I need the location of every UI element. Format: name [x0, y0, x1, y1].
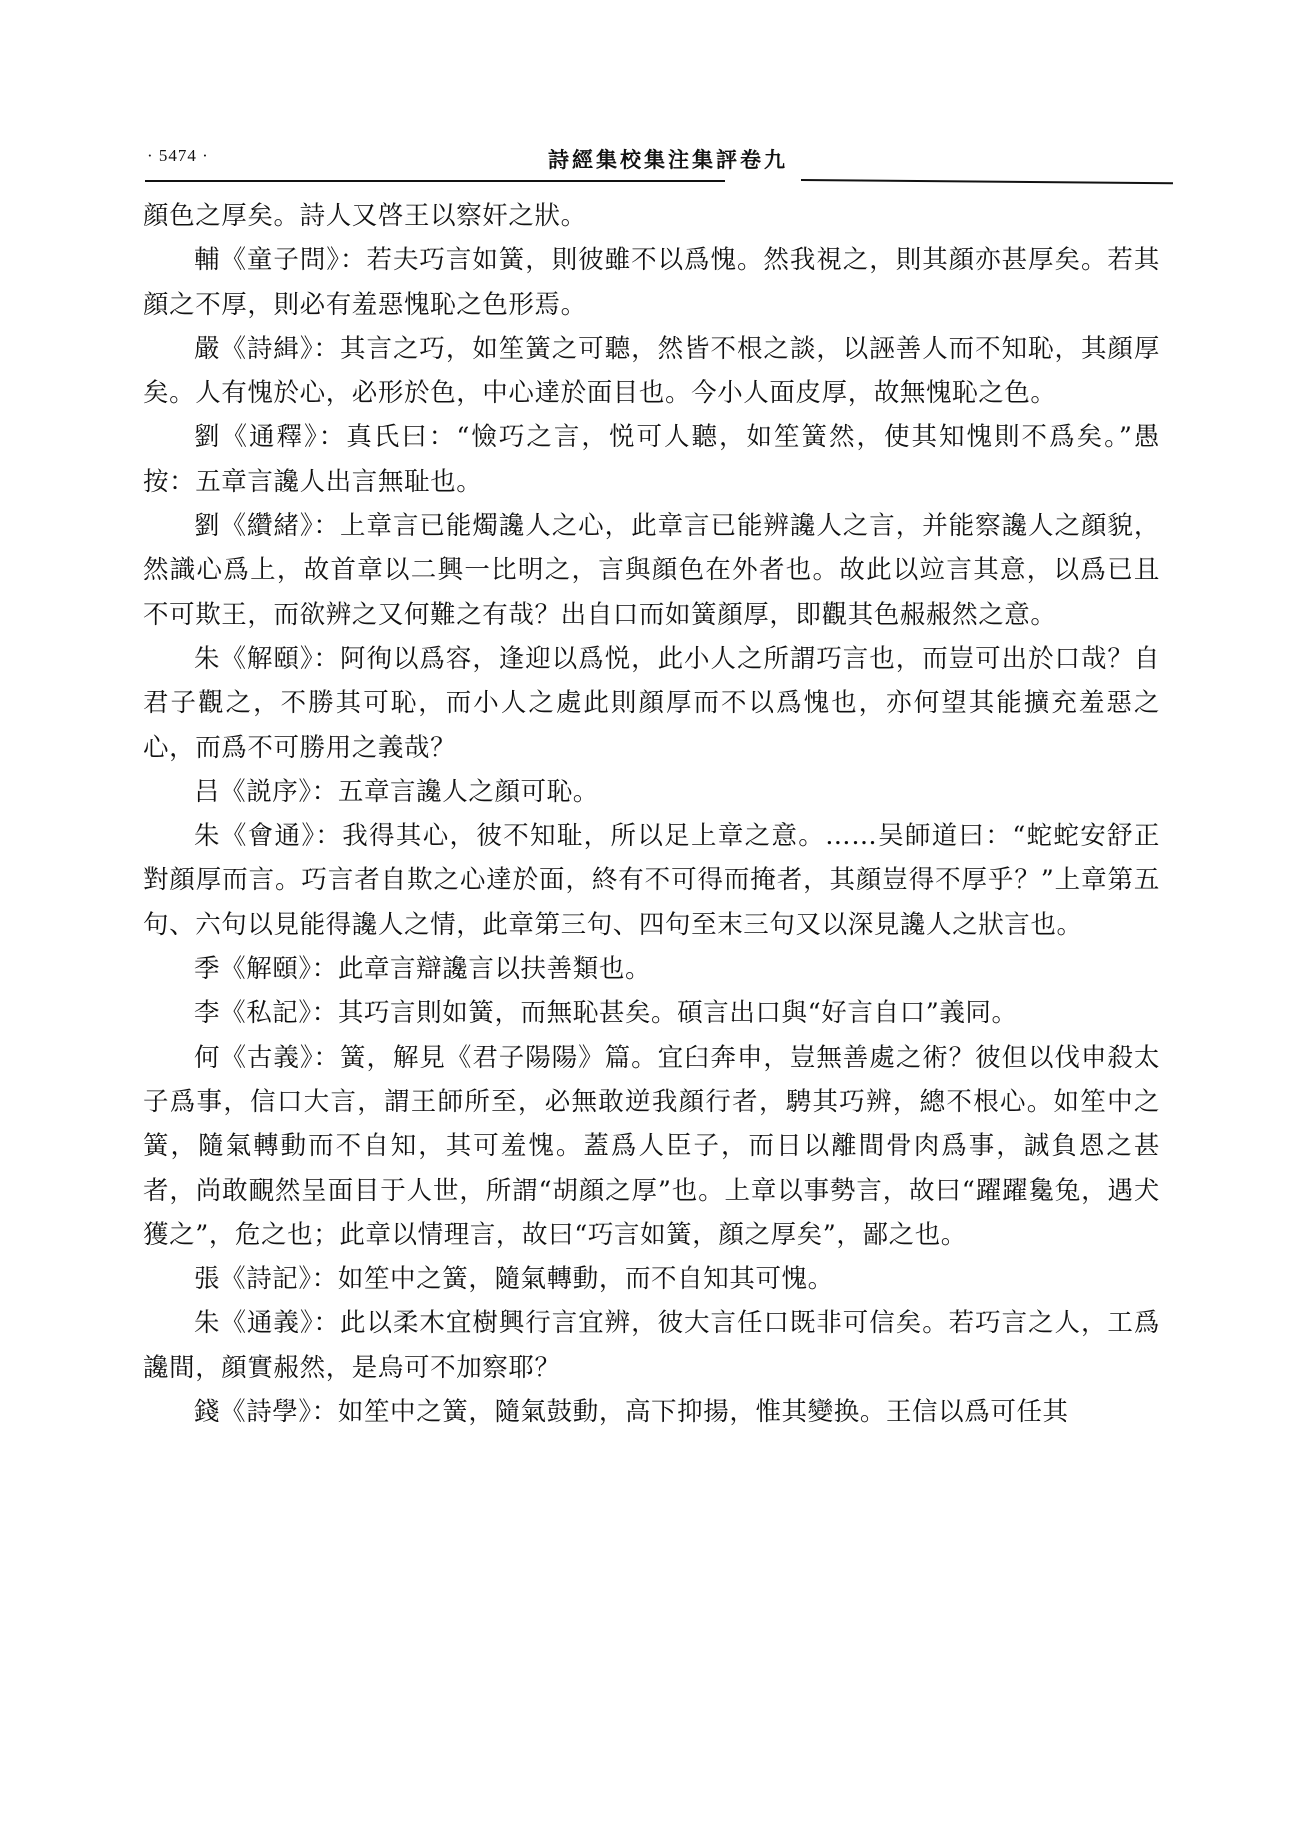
paragraph: 劉《纘緒》：上章言已能燭讒人之心，此章言已能辨讒人之言，并能察讒人之顔貌，然識心爲上，故首章以二興一比明之，言與顔色在外者也。故此以竝言其意，以爲已且不可欺王，而欲辨之又何難之有哉？出自口而如簧顔厚，即觀其色赧赧然之意。 — [143, 511, 1160, 630]
paragraph: 李《私記》：其巧言則如簧，而無恥甚矣。碩言出口與“好言自口”義同。 — [194, 998, 1018, 1029]
paragraph: 嚴《詩緝》：其言之巧，如笙簧之可聽，然皆不根之談，以誣善人而不知恥，其顔厚矣。人有愧於心，必形於色，中心達於面目也。今小人面皮厚，故無愧恥之色。 — [143, 333, 1160, 409]
paragraph: 朱《會通》：我得其心，彼不知耻，所以足上章之意。……吴師道曰：“蛇蛇安舒正對顔厚而言。巧言者自欺之心達於面，終有不可得而掩者，其顔豈得不厚乎？”上章第五句、六句以見能得讒人之情，此章第三句、四句至末三句又以深見讒人之狀言也。 — [143, 821, 1160, 940]
paragraph: 朱《通義》：此以柔木宜樹興行言宜辨，彼大言任口既非可信矣。若巧言之人，工爲讒間，顔實赧然，是烏可不加察耶？ — [143, 1308, 1160, 1383]
running-title: 詩經集校集注集評卷九 — [548, 147, 788, 172]
body-text — [143, 194, 1160, 1434]
paragraph: 輔《童子問》：若夫巧言如簧，則彼雖不以爲愧。然我視之，則其顔亦甚厚矣。若其顔之不厚，則必有羞惡愧恥之色形焉。 — [143, 245, 1160, 320]
paragraph: 吕《説序》：五章言讒人之顔可恥。 — [194, 776, 599, 807]
paragraph: 朱《解頤》：阿徇以爲容，逢迎以爲悦，此小人之所謂巧言也，而豈可出於口哉？自君子觀之，不勝其可恥，而小人之處此則顔厚而不以爲愧也，亦何望其能擴充羞惡之心，而爲不可勝用之義哉？ — [143, 643, 1160, 763]
paragraph: 張《詩記》：如笙中之簧，隨氣轉動，而不自知其可愧。 — [194, 1264, 834, 1295]
paragraph: 劉《通釋》：真氏曰：“憸巧之言，悦可人聽，如笙簧然，使其知愧則不爲矣。”愚按：五章言讒人出言無耻也。 — [143, 422, 1160, 497]
page-number: · 5474 · — [147, 146, 209, 165]
paragraph: 顔色之厚矣。詩人又啓王以察奸之狀。 — [143, 201, 587, 231]
paragraph: 錢《詩學》：如笙中之簧，隨氣鼓動，高下抑揚，惟其變换。王信以爲可任其 — [194, 1397, 1069, 1428]
header-rule-right — [801, 179, 1173, 184]
paragraph: 季《解頤》：此章言辯讒言以扶善類也。 — [194, 954, 652, 985]
header-rule-left — [145, 180, 725, 182]
running-header — [143, 140, 1173, 180]
paragraph: 何《古義》：簧，解見《君子陽陽》篇。宜臼奔申，豈無善處之術？彼但以伐申殺太子爲事，信口大言，謂王師所至，必無敢逆我顔行者，騁其巧辨，總不根心。如笙中之簧，隨氣轉動而不自知，其可羞愧。蓋爲人臣子，而日以離間骨肉爲事，誠負恩之甚者，尚敢靦然呈面目于人世，所謂“胡顔之厚”也。上章以事勢言，故曰“躍躍毚兔，遇犬獲之”，危之也；此章以情理言，故曰“巧言如簧，顔之厚矣”，鄙之也。 — [143, 1042, 1160, 1250]
